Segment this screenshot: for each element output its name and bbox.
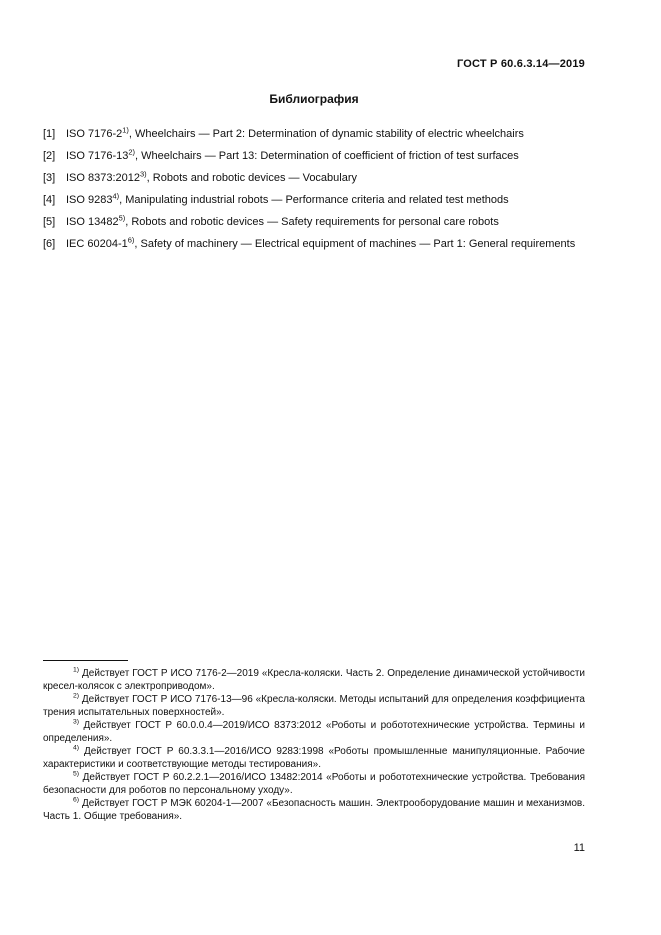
footnote-number: 2) (73, 692, 80, 700)
footnote-text: Действует ГОСТ Р МЭК 60204-1—2007 «Безопасность машин. Электрооборудование машин и механизмов. Часть 1. Общие требования». (43, 798, 585, 822)
page-number: 11 (573, 842, 585, 854)
footnote-number: 4) (73, 744, 80, 752)
bib-entry-title: , Wheelchairs — Part 13: Determination of coefficient of friction of test surfaces (135, 150, 519, 162)
footnote (43, 797, 585, 823)
bib-standard-code: ISO 9283 (66, 194, 113, 206)
footnote-marker: 2) (128, 147, 136, 157)
bibliography-entry (43, 169, 585, 185)
footnote-marker: 5) (118, 213, 126, 223)
footnote-number: 5) (73, 770, 80, 778)
bib-entry-text (66, 169, 585, 185)
bib-ref-number: [4] (43, 194, 56, 206)
bibliography-entry (43, 125, 585, 141)
bib-entry-title: , Robots and robotic devices — Vocabulary (146, 172, 358, 184)
footnote (43, 693, 585, 719)
bib-entry-title: , Wheelchairs — Part 2: Determination of dynamic stability of electric wheelchairs (128, 128, 524, 140)
footnote-marker: 1) (122, 125, 129, 135)
footnote-number: 1) (73, 666, 80, 674)
bibliography-list (43, 125, 585, 251)
bib-ref-number: [3] (43, 172, 56, 184)
footnote-text: Действует ГОСТ Р 60.0.0.4—2019/ИСО 8373:2012 «Роботы и робототехнические устройства. Термины и определения». (43, 720, 585, 744)
bib-entry-text (66, 191, 585, 207)
footnote-text: Действует ГОСТ Р ИСО 7176-13—96 «Кресла-коляски. Методы испытаний для определения коэффициента трения испытательных поверхностей». (43, 694, 585, 718)
bib-standard-code: ISO 7176-13 (66, 150, 129, 162)
bib-ref-number: [5] (43, 216, 56, 228)
bibliography-entry (43, 147, 585, 163)
bibliography-entry (43, 213, 585, 229)
bib-entry-title: , Robots and robotic devices — Safety requirements for personal care robots (125, 216, 499, 228)
bib-standard-code: ISO 8373:2012 (66, 172, 141, 184)
footnote (43, 667, 585, 693)
bib-entry-title: , Manipulating industrial robots — Performance criteria and related test methods (119, 194, 509, 206)
page-title: Библиография (269, 92, 359, 106)
bib-ref-number: [2] (43, 150, 56, 162)
footnote-text: Действует ГОСТ Р ИСО 7176-2—2019 «Кресла-коляски. Часть 2. Определение динамической устойчивости кресел-колясок с электроприводом». (43, 668, 585, 692)
footnote (43, 745, 585, 771)
footnote-text: Действует ГОСТ Р 60.2.2.1—2016/ИСО 13482:2014 «Роботы и робототехнические устройства. Требования безопасности для роботов по персональному уходу». (43, 772, 585, 796)
footnotes-section (43, 660, 585, 823)
bib-entry-text (66, 147, 585, 163)
footnote (43, 771, 585, 797)
bib-standard-code: ISO 13482 (66, 216, 119, 228)
footnote-marker: 3) (140, 169, 147, 179)
footnote-text: Действует ГОСТ Р 60.3.3.1—2016/ИСО 9283:1998 «Роботы промышленные манипуляционные. Рабочие характеристики и соответствующие методы тестирования». (43, 746, 585, 770)
bibliography-entry (43, 235, 585, 251)
footnote (43, 719, 585, 745)
bib-entry-text (66, 213, 585, 229)
bib-ref-number: [1] (43, 128, 56, 140)
bib-entry-text (66, 125, 585, 141)
bibliography-entry (43, 191, 585, 207)
footnote-number: 6) (73, 796, 80, 804)
footnote-divider (43, 660, 128, 661)
footnote-marker: 4) (112, 191, 120, 201)
document-code-header: ГОСТ Р 60.6.3.14—2019 (456, 58, 585, 70)
footnote-marker: 6) (127, 235, 135, 245)
bib-ref-number: [6] (43, 238, 56, 250)
bib-standard-code: IEC 60204-1 (66, 238, 128, 250)
bib-entry-text (66, 235, 585, 251)
page-content (43, 58, 585, 260)
bib-standard-code: ISO 7176-2 (66, 128, 123, 140)
footnote-number: 3) (73, 718, 80, 726)
bib-entry-title: , Safety of machinery — Electrical equipment of machines — Part 1: General requirements (134, 238, 576, 250)
